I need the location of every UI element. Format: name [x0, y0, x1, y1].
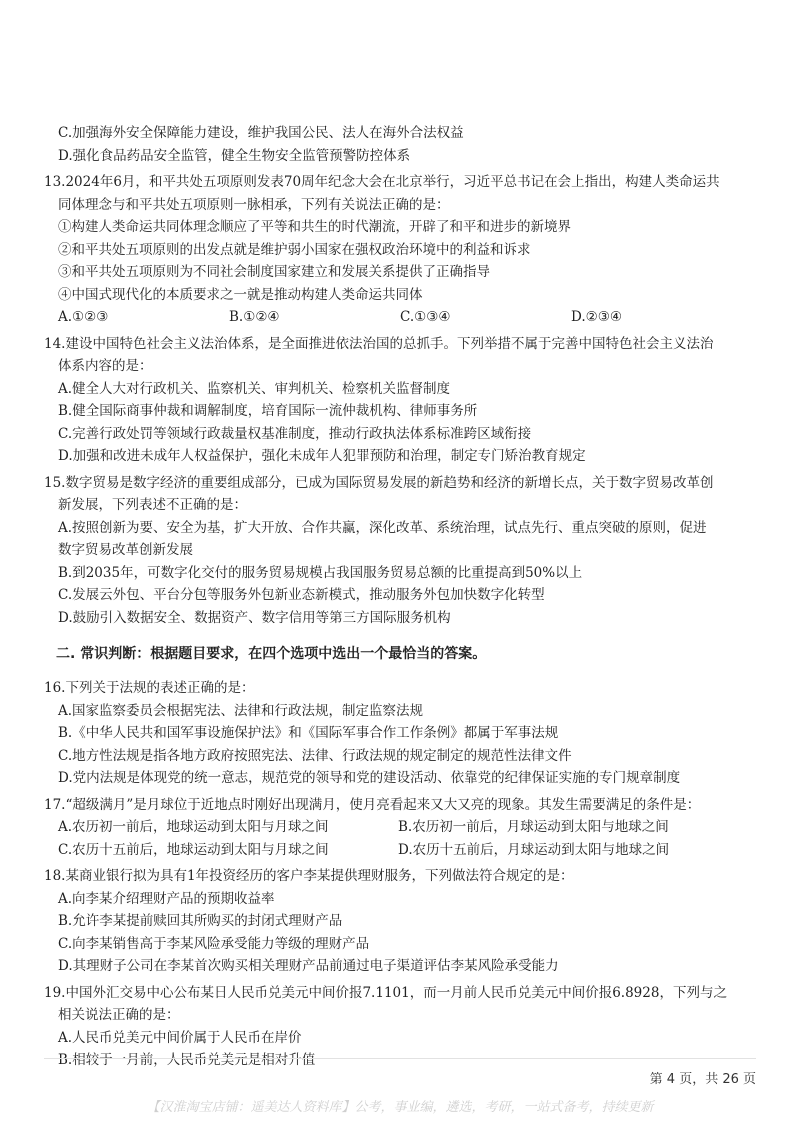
question-14: [44, 333, 764, 468]
q18-stem: 18.某商业银行拟为具有1年投资经历的客户李某提供理财服务，下列做法符合规定的是：: [44, 868, 574, 884]
q18-option-b: B.允许李某提前赎回其所购买的封闭式理财产品: [58, 913, 343, 929]
q14-option-d: D.加强和改进未成年人权益保护，强化未成年人犯罪预防和治理，制定专门矫治教育规定: [58, 448, 586, 464]
q12-option-c: C.加强海外安全保障能力建设，维护我国公民、法人在海外合法权益: [58, 125, 464, 141]
section-heading: 二. 常识判断：根据题目要求，在四个选项中选出一个最恰当的答案。: [56, 646, 487, 662]
question-16: [44, 677, 764, 790]
q13-stem-line2: 同体理念与和平共处五项原则一脉相承，下列有关说法正确的是：: [58, 196, 450, 213]
q13-statement-3: ③和平共处五项原则为不同社会制度国家建立和发展关系提供了正确指导: [58, 264, 490, 280]
q15-option-b: B.到2035年，可数字化交付的服务贸易规模占我国服务贸易总额的比重提高到50%以上: [58, 564, 583, 581]
q17-options-row2: [44, 839, 764, 862]
q14-option-b: B.健全国际商事仲裁和调解制度，培育国际一流仲裁机构、律师事务所: [58, 403, 478, 419]
q13-statement-4: ④中国式现代化的本质要求之一就是推动构建人类命运共同体: [58, 286, 423, 303]
q15-option-c: C.发展云外包、平台分包等服务外包新业态新模式，推动服务外包加快数字化转型: [58, 587, 545, 603]
q19-stem-line2: 相关说法正确的是：: [58, 1007, 180, 1023]
question-13: [44, 171, 764, 329]
q12-option-d: D.强化食品药品安全监管，健全生物安全监管预警防控体系: [58, 147, 411, 164]
q17-option-a: A.农历初一前后，地球运动到太阳与月球之间: [58, 819, 329, 835]
footer-divider: [44, 1058, 756, 1059]
q14-option-a: A.健全人大对行政机关、监察机关、审判机关、检察机关监督制度: [58, 380, 451, 397]
question-18: [44, 865, 764, 978]
q13-options-row: [44, 306, 764, 329]
q17-options-row1: [44, 816, 764, 839]
q13-option-a: A.①②③: [58, 309, 109, 325]
question-17: [44, 794, 764, 862]
page-content: [44, 122, 764, 1072]
q14-stem-line1: 14.建设中国特色社会主义法治体系，是全面推进依法治国的总抓手。下列举措不属于完善中国特色社会主义法治: [44, 335, 714, 352]
q19-option-b: B.相较于一月前，人民币兑美元是相对升值: [58, 1052, 316, 1068]
q16-option-d: D.党内法规是体现党的统一意志，规范党的领导和党的建设活动、依靠党的纪律保证实施的专门规章制度: [58, 770, 681, 786]
q18-option-a: A.向李某介绍理财产品的预期收益率: [58, 890, 275, 907]
q17-stem: 17.“超级满月”是月球位于近地点时刚好出现满月，使月亮看起来又大又亮的现象。其发生需要满足的条件是：: [44, 796, 701, 813]
q14-option-c: C.完善行政处罚等领域行政裁量权基准制度，推动行政执法体系标准跨区域衔接: [58, 425, 532, 442]
q16-option-b: B.《中华人民共和国军事设施保护法》和《国际军事合作工作条例》都属于军事法规: [58, 725, 559, 741]
q16-option-c: C.地方性法规是指各地方政府按照宪法、法律、行政法规的规定制定的规范性法律文件: [58, 747, 572, 764]
q16-stem: 16.下列关于法规的表述正确的是：: [44, 680, 255, 696]
q13-statement-1: ①构建人类命运共同体理念顺应了平等和共生的时代潮流，开辟了和平和进步的新境界: [58, 219, 571, 235]
q13-option-d: D.②③④: [571, 309, 622, 325]
q14-stem-line2: 体系内容的是：: [58, 358, 153, 374]
q17-option-b: B.农历初一前后，月球运动到太阳与地球之间: [398, 819, 669, 835]
watermark-text: 【汉淮淘宝店铺：遥美达人资料库】公考，事业编，遴选，考研，一站式备考，持续更新: [146, 1100, 654, 1115]
q13-option-b: B.①②④: [229, 309, 280, 325]
q17-option-d: D.农历十五前后，月球运动到太阳与地球之间: [398, 841, 670, 858]
q19-stem-line1: 19.中国外汇交易中心公布某日人民币兑美元中间价报7.1101，而一月前人民币兑美元中间价报6.8928，下列与之: [44, 984, 727, 1001]
q17-option-c: C.农历十五前后，地球运动到太阳与月球之间: [58, 841, 329, 858]
page-number: 第 4 页，共 26 页: [649, 1072, 756, 1087]
q15-option-a-line1: A.按照创新为要、安全为基，扩大开放、合作共赢，深化改革、系统治理，试点先行、重点突破的原则，促进: [58, 519, 707, 536]
q16-option-a: A.国家监察委员会根据宪法、法律和行政法规，制定监察法规: [58, 702, 424, 719]
q18-option-c: C.向李某销售高于李某风险承受能力等级的理财产品: [58, 935, 370, 952]
q18-option-d: D.其理财子公司在李某首次购买相关理财产品前通过电子渠道评估李某风险承受能力: [58, 958, 559, 974]
q15-option-a-line2: 数字贸易改革创新发展: [58, 542, 193, 558]
q13-stem-line1: 13.2024年6月，和平共处五项原则发表70周年纪念大会在北京举行，习近平总书记在会上指出，构建人类命运共: [44, 174, 720, 190]
question-15: [44, 472, 764, 630]
q13-option-c: C.①③④: [400, 309, 451, 325]
q15-stem-line1: 15.数字贸易是数字经济的重要组成部分，已成为国际贸易发展的新趋势和经济的新增长点，关于数字贸易改革创: [44, 474, 714, 491]
q15-option-d: D.鼓励引入数据安全、数据资产、数字信用等第三方国际服务机构: [58, 609, 451, 626]
q15-stem-line2: 新发展，下列表述不正确的是：: [58, 497, 247, 513]
q19-option-a: A.人民币兑美元中间价属于人民币在岸价: [58, 1029, 302, 1046]
q13-statement-2: ②和平共处五项原则的出发点就是维护弱小国家在强权政治环境中的利益和诉求: [58, 241, 531, 258]
